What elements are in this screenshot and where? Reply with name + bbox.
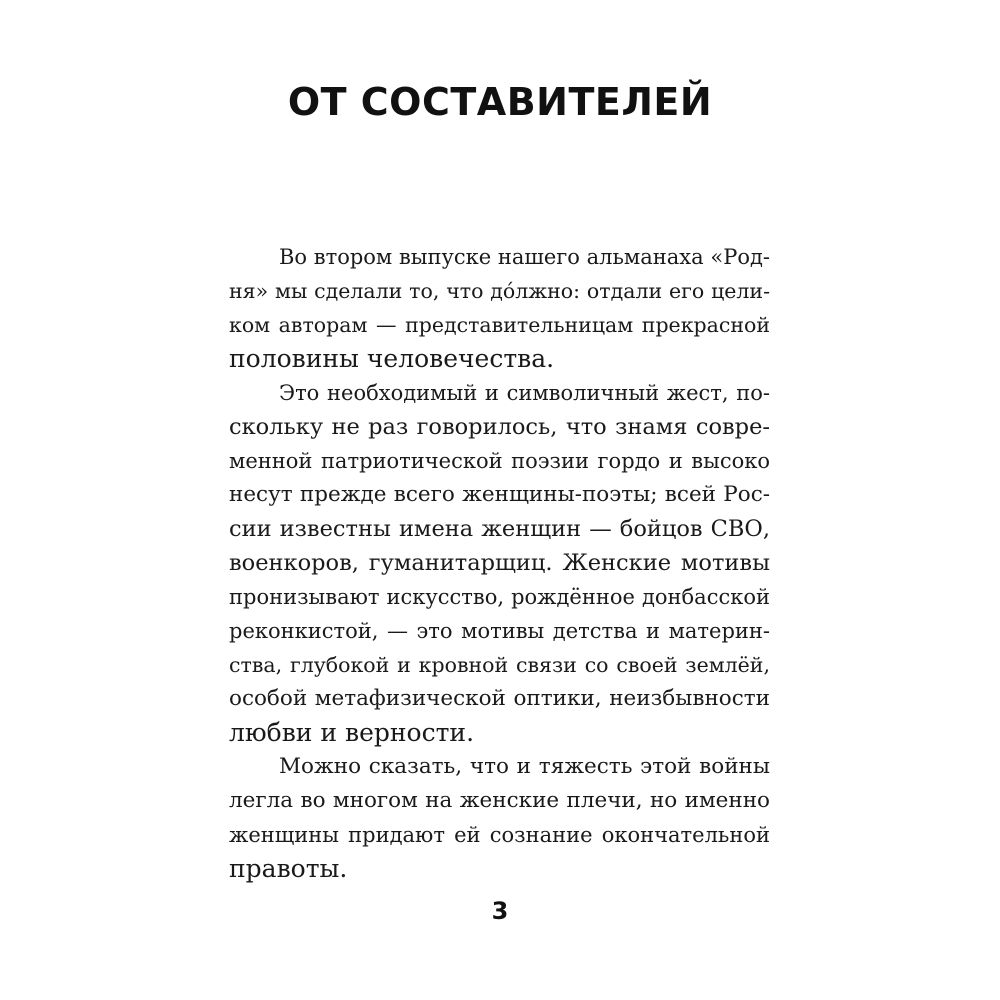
text-line: правоты.: [229, 854, 348, 883]
text-line: ня» мы сделали то, что до́лжно: отдали его цели-: [229, 279, 770, 303]
text-line: реконкистой, — это мотивы детства и материн-: [229, 619, 770, 643]
text-line: женщины придают ей сознание окончательной: [229, 823, 770, 847]
text-line: несут прежде всего женщины-поэты; всей Рос-: [229, 482, 770, 507]
text-line: военкоров, гуманитарщиц. Женские мотивы: [229, 550, 770, 576]
text-line: Это необходимый и символичный жест, по-: [279, 381, 770, 405]
text-line: половины человечества.: [229, 344, 555, 373]
text-line: Во втором выпуске нашего альманаха «Род-: [279, 245, 770, 269]
text-line: сии известны имена женщин — бойцов СВО,: [229, 516, 770, 542]
page-title: ОТ СОСТАВИТЕЛЕЙ: [287, 80, 713, 124]
text-line: менной патриотической поэзии гордо и высоко: [229, 449, 770, 473]
text-line: любви и верности.: [229, 718, 475, 747]
text-line: ком авторам — представительницам прекрасной: [229, 313, 770, 337]
text-line: легла во многом на женские плечи, но именно: [229, 788, 770, 813]
text-line: скольку не раз говорилось, что знамя совре-: [229, 414, 770, 440]
text-line: ства, глубокой и кровной связи со своей землёй,: [229, 653, 770, 677]
text-line: особой метафизической оптики, неизбывности: [229, 686, 770, 711]
text-line: Можно сказать, что и тяжесть этой войны: [279, 754, 770, 779]
text-line: пронизывают искусство, рождённое донбасской: [229, 585, 770, 609]
page-number: 3: [491, 897, 509, 925]
